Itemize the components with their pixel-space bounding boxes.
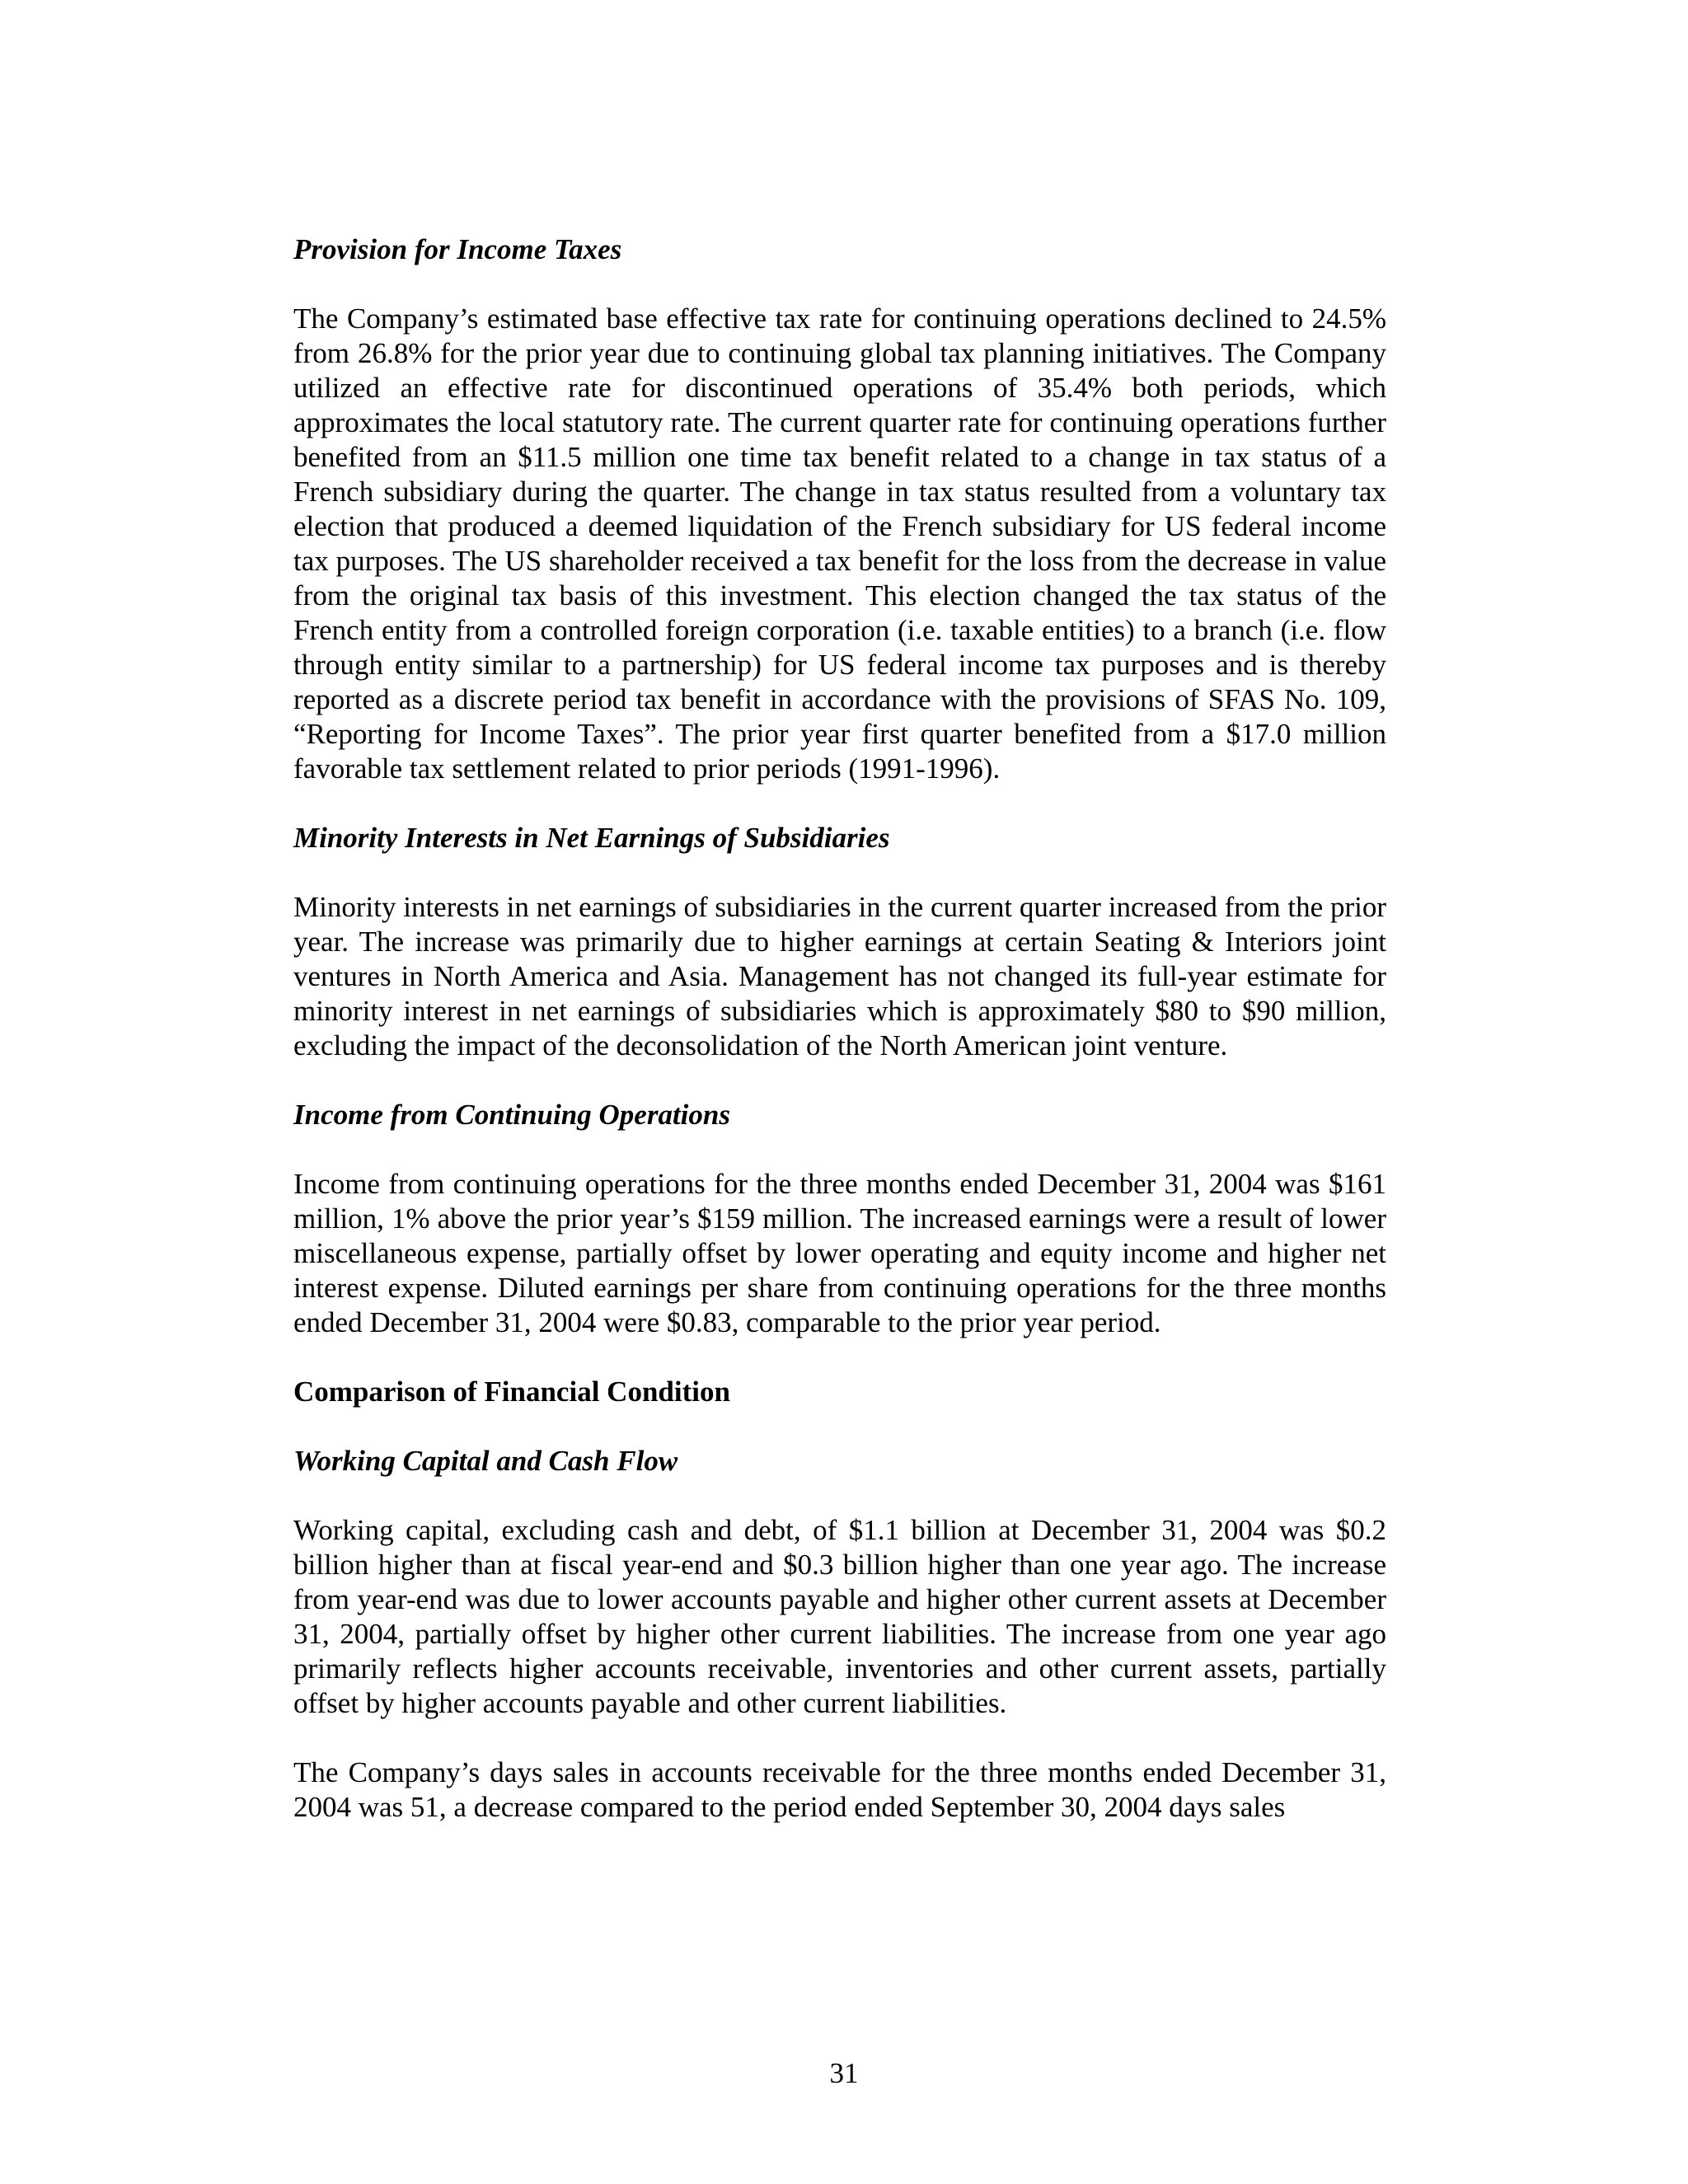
paragraph: The Company’s days sales in accounts receivable for the three months ended December 31, 2004 was 51, a decrease compared to the period ended September 30, 2004 days sales <box>293 1756 1386 1823</box>
section-heading: Minority Interests in Net Earnings of Subsidiaries <box>293 822 890 854</box>
major-heading: Comparison of Financial Condition <box>293 1376 730 1408</box>
section-heading: Income from Continuing Operations <box>293 1099 730 1131</box>
section-working-capital <box>293 1444 1386 1825</box>
paragraph: Income from continuing operations for the three months ended December 31, 2004 was $161 million, 1% above the prior year’s $159 million. The increased earnings were a result of lower miscellaneous expense, partially offset by lower operating and equity income and higher net interest expense. Diluted earnings per share from continuing operations for the three months ended December 31, 2004 were $0.83, comparable to the prior year period. <box>293 1168 1386 1338</box>
paragraph: The Company’s estimated base effective tax rate for continuing operations declined to 24.5% from 26.8% for the prior year due to continuing global tax planning initiatives. The Company utilized an effective rate for discontinued operations of 35.4% both periods, which approximates the local statutory rate. The current quarter rate for continuing operations further benefited from an $11.5 million one time tax benefit related to a change in tax status of a French subsidiary during the quarter. The change in tax status resulted from a voluntary tax election that produced a deemed liquidation of the French subsidiary for US federal income tax purposes. The US shareholder received a tax benefit for the loss from the decrease in value from the original tax basis of this investment. This election changed the tax status of the French entity from a controlled foreign corporation (i.e. taxable entities) to a branch (i.e. flow through entity similar to a partnership) for US federal income tax purposes and is thereby reported as a discrete period tax benefit in accordance with the provisions of SFAS No. 109, “Reporting for Income Taxes”. The prior year first quarter benefited from a $17.0 million favorable tax settlement related to prior periods (1991-1996). <box>293 302 1386 785</box>
section-continuing-operations <box>293 1098 1386 1340</box>
paragraph: Minority interests in net earnings of subsidiaries in the current quarter increased from the prior year. The increase was primarily due to higher earnings at certain Seating & Interiors joint ventures in North America and Asia. Management has not changed its full-year estimate for minority interest in net earnings of subsidiaries which is approximately $80 to $90 million, excluding the impact of the deconsolidation of the North American joint venture. <box>293 891 1386 1062</box>
section-heading: Provision for Income Taxes <box>293 233 622 265</box>
document-page <box>293 232 1386 1859</box>
section-minority-interests <box>293 821 1386 1063</box>
page-number: 31 <box>829 2057 859 2089</box>
paragraph: Working capital, excluding cash and debt, of $1.1 billion at December 31, 2004 was $0.2 billion higher than at fiscal year-end and $0.3 billion higher than one year ago. The increase from year-end was due to lower accounts payable and higher other current assets at December 31, 2004, partially offset by higher other current liabilities. The increase from one year ago primarily reflects higher accounts receivable, inventories and other current assets, partially offset by higher accounts payable and other current liabilities. <box>293 1514 1386 1719</box>
section-heading: Working Capital and Cash Flow <box>293 1445 678 1477</box>
section-income-taxes <box>293 232 1386 786</box>
